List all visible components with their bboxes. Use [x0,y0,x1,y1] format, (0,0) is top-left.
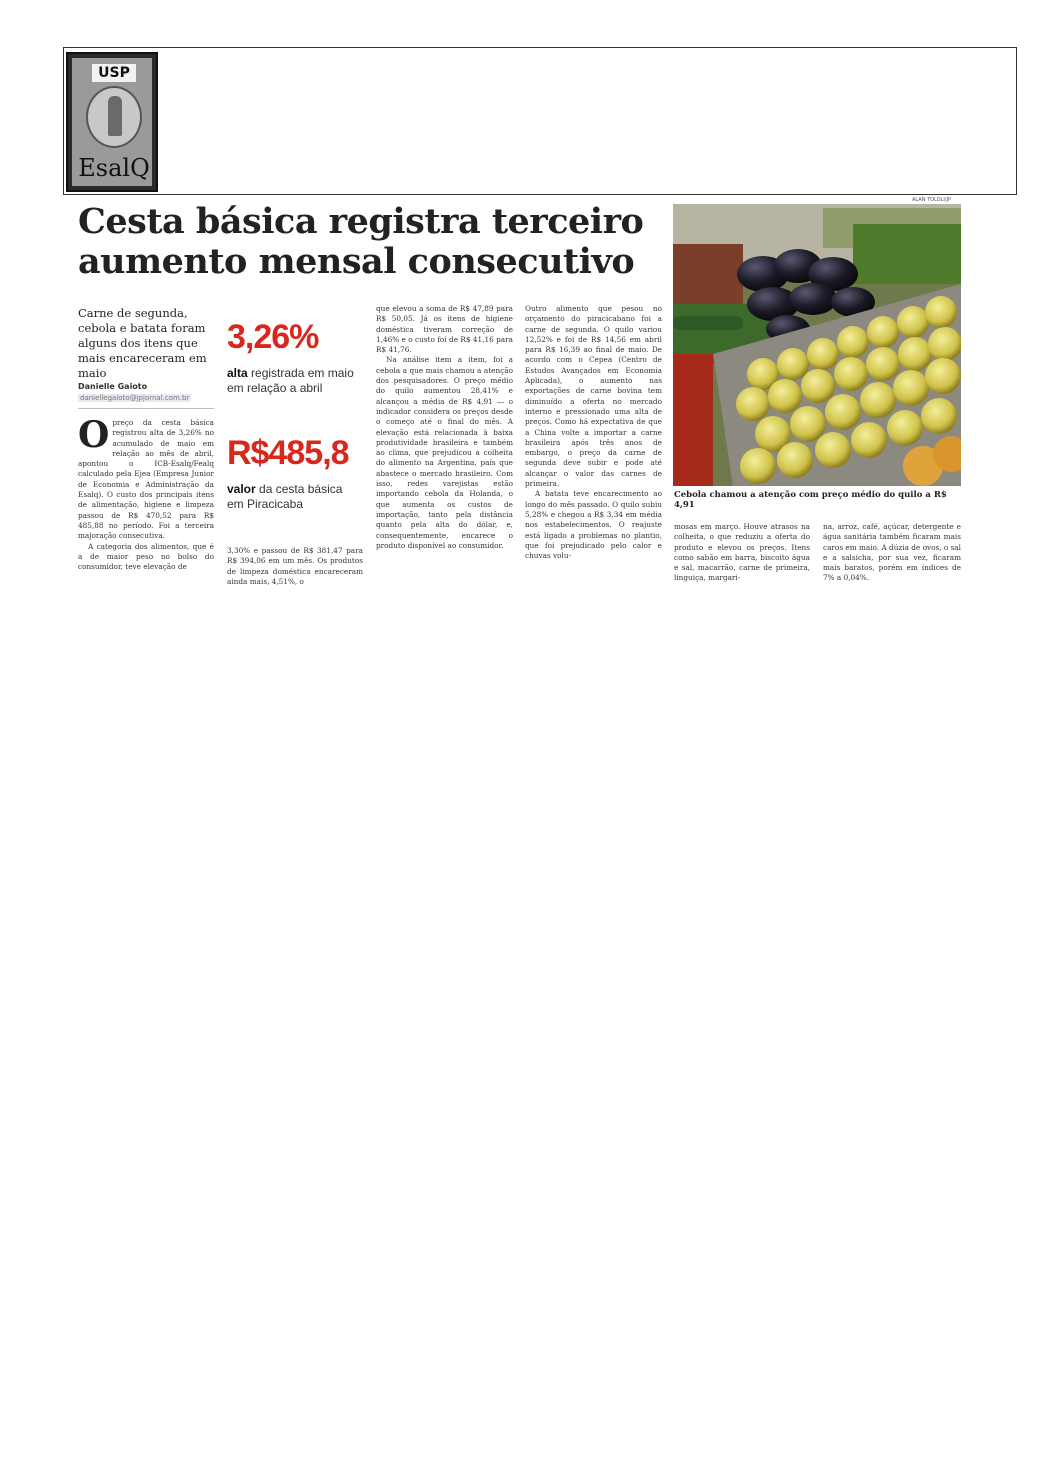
article-headline: Cesta básica registra terceiro aumento mensal consecutivo [78,201,644,282]
col1-paragraph-1: preço da cesta básica registrou alta de 3,26% no acumulado de maio em relação ao mês de abril, apontou o ICB-Esalq/Fealq calculado pela Ejea (Empresa Junior de Economia e Administração da Esalq). O custo dos principais itens de alimentação, higiene e limpeza passou de R$ 470,52 para R$ 485,88 no período. Foi a terceira majoração consecutiva. [78,418,214,541]
stat-value-desc-text: da cesta básica em Piracicaba [227,482,343,511]
logo-esalq-text: EsalQ [78,154,150,182]
usp-esalq-logo [66,52,158,192]
col3-paragraph-1: que elevou a soma de R$ 47,89 para R$ 50,05. Já os itens de higiene doméstica tiveram correção de 1,46% e o custo foi de R$ 41,16 para R$ 41,76. [376,304,513,355]
stat-percent-desc-text: registrada em maio em relação a abril [227,366,354,395]
logo-figure-icon [86,86,142,148]
stat-value-desc-bold: valor [227,482,256,496]
col6-paragraph-1: na, arroz, café, açúcar, detergente e água sanitária também ficaram mais caros em maio. A dúzia de ovos, o sal e a salsicha, por sua vez, ficaram mais baratos, porém em índices de 7% a 0,04%. [823,522,961,583]
article-column-5 [674,522,810,584]
produce-illustration [673,204,961,486]
market-produce-photo [673,204,961,486]
header-frame [63,47,1017,195]
photo-credit: ALAN TOLOLI/JP [912,197,952,203]
stat-percent-desc-bold: alta [227,366,248,380]
stat-value: R$485,8 [227,434,349,472]
article-column-2 [227,546,363,587]
stat-value-desc [227,482,357,512]
author-name: Danielle Gaioto [78,382,148,391]
article-column-1 [78,414,214,572]
col1-paragraph-2: A categoria dos alimentos, que é a de maior peso no bolso do consumidor, teve elevação de [78,541,214,572]
photo-caption: Cebola chamou a atenção com preço médio do quilo a R$ 4,91 [674,490,947,510]
author-email[interactable]: daniellegaioto@jpjornal.com.br [80,394,190,402]
article-column-6 [823,522,961,584]
col4-paragraph-1: Outro alimento que pesou no orçamento do piracicabano foi a carne de segunda. O quilo variou 12,52% e foi de R$ 14,56 em abril para R$ 16,39 ao final de maio. De acordo com o Cepea (Centro de Estudos Avançados em Economia Aplicada), o aumento nas exportações de carne bovina tem diminuído a oferta no mercado interno e pressionado uma alta de preços. Como há expectativa de que a China volte a importar a carne brasileira após três anos de embargo, o preço da carne de segunda deve subir e pode até alcançar o valor das carnes de primeira. [525,304,662,489]
col5-paragraph-1: mosas em março. Houve atrasos na colheita, o que reduziu a oferta do produto e elevou os preços. Itens como sabão em barra, biscoito água e sal, macarrão, carne de primeira, linguiça, margari- [674,522,810,583]
article-subhead: Carne de segunda, cebola e batata foram alguns dos itens que mais encareceram em maio [78,306,207,380]
article-column-4 [525,304,662,561]
col4-paragraph-2: A batata teve encarecimento ao longo do mês passado. O quilo subiu 5,28% e chegou a R$ 3,34 em média nos estabelecimentos. O reajuste está ligado a problemas no plantio, que foi prejudicado pelo calor e chuvas volu- [525,489,662,561]
stat-percent: 3,26% [227,318,319,356]
col2-paragraph-1: 3,30% e passou de R$ 381,47 para R$ 394,06 em um mês. Os produtos de limpeza doméstica encareceram ainda mais, 4,51%, o [227,546,363,586]
col3-paragraph-2: Na análise item a item, foi a cebola a que mais chamou a atenção dos pesquisadores. O preço médio do quilo aumentou 28,41% e alcançou a média de R$ 4,91 — o indicador considera os preços desde o começo até o final do mês. A elevação está relacionada à baixa produtividade brasileira e também ao clima, que prejudicou a colheita do alimento na Argentina, país que abastece o mercado brasileiro. Com isso, redes varejistas estão importando cebola da Holanda, o que aumenta os custos de importação, tanto pela distância quanto pela alta do dólar, e, consequentemente, encarece o produto disponível ao consumidor. [376,355,513,550]
byline-divider [78,408,214,409]
logo-usp-text: USP [92,64,136,82]
dropcap: O [78,414,110,456]
stat-percent-desc [227,366,357,396]
article-column-3 [376,304,513,551]
